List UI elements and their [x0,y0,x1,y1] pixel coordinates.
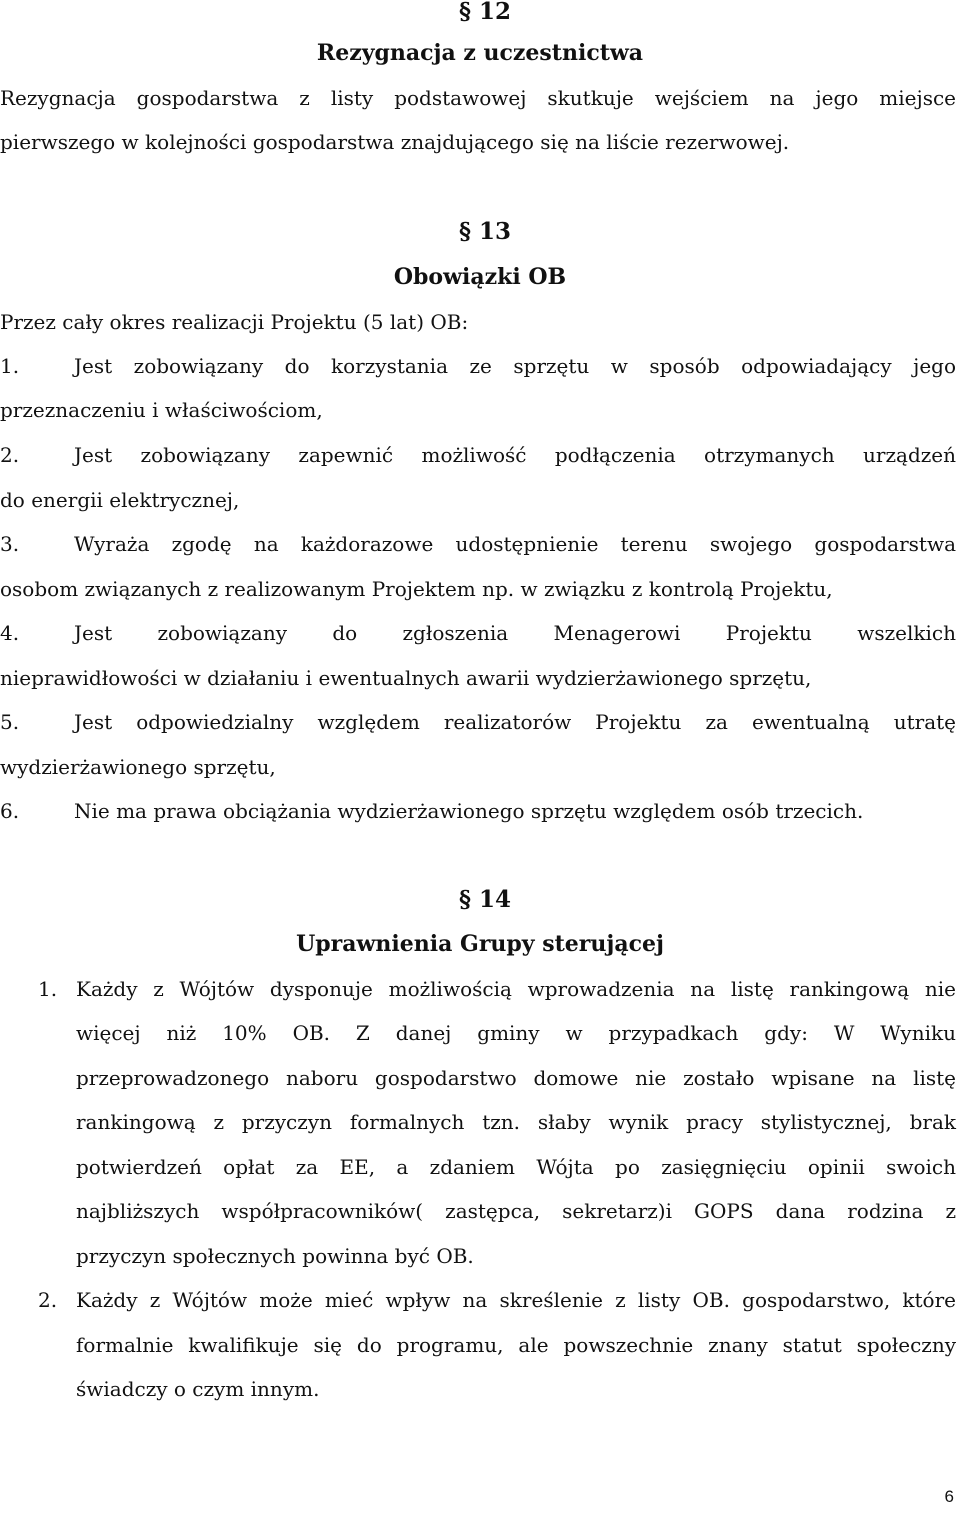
list-item-continuation: wydzierżawionego sprzętu, [0,755,276,779]
list-item-line: przeprowadzonego naboru gospodarstwo domowe nie zostało wpisane na listę [76,1066,956,1090]
section-12-title: Rezygnacja z uczestnictwa [316,40,644,66]
list-item-line: formalnie kwalifikuje się do programu, ale powszechnie znany statut społeczny [76,1333,956,1357]
list-item-text: Nie ma prawa obciążania wydzierżawionego sprzętu względem osób trzecich. [74,799,864,823]
list-item-number: 6. [0,799,20,823]
section-13-sign: § 13 [458,218,512,245]
section-12-sign: § 12 [458,0,512,25]
list-item-number: 2. [0,443,20,467]
list-item-number: 3. [0,532,20,556]
list-item-number: 1. [38,977,58,1001]
list-item-continuation: do energii elektrycznej, [0,488,240,512]
list-item-line: Każdy z Wójtów dysponuje możliwością wprowadzenia na listę rankingową nie [76,977,956,1001]
section-12-line-1: Rezygnacja gospodarstwa z listy podstawowej skutkuje wejściem na jego miejsce [0,86,956,110]
list-item-number: 5. [0,710,20,734]
section-14-sign: § 14 [458,886,512,913]
list-item-line: najbliższych współpracowników( zastępca, sekretarz)i GOPS dana rodzina z [76,1199,956,1223]
list-item-line: potwierdzeń opłat za EE, a zdaniem Wójta po zasięgnięciu opinii swoich [76,1155,956,1179]
section-13-title: Obowiązki OB [393,264,567,290]
list-item-line: więcej niż 10% OB. Z danej gminy w przypadkach gdy: W Wyniku [76,1021,956,1045]
list-item-text: Jest odpowiedzialny względem realizatorów Projektu za ewentualną utratę [74,710,956,734]
list-item-line: przyczyn społecznych powinna być OB. [76,1244,474,1268]
list-item-line: rankingową z przyczyn formalnych tzn. słaby wynik pracy stylistycznej, brak [76,1110,956,1134]
page-number: 6 [944,1487,954,1506]
list-item-text: Jest zobowiązany zapewnić możliwość podłączenia otrzymanych urządzeń [74,443,956,467]
section-12-line-2: pierwszego w kolejności gospodarstwa znajdującego się na liście rezerwowej. [0,130,790,154]
list-item-number: 1. [0,354,20,378]
list-item-line: Każdy z Wójtów może mieć wpływ na skreślenie z listy OB. gospodarstwo, które [76,1288,956,1312]
list-item-continuation: osobom związanych z realizowanym Projektem np. w związku z kontrolą Projektu, [0,577,833,601]
list-item-number: 2. [38,1288,58,1312]
list-item-continuation: nieprawidłowości w działaniu i ewentualnych awarii wydzierżawionego sprzętu, [0,666,812,690]
list-item-text: Wyraża zgodę na każdorazowe udostępnienie terenu swojego gospodarstwa [74,532,956,556]
list-item-number: 4. [0,621,20,645]
list-item-line: świadczy o czym innym. [76,1377,320,1401]
list-item-text: Jest zobowiązany do zgłoszenia Menagerowi Projektu wszelkich [74,621,956,645]
section-14-title: Uprawnienia Grupy sterującej [296,931,664,957]
section-13-intro: Przez cały okres realizacji Projektu (5 lat) OB: [0,310,469,334]
list-item-continuation: przeznaczeniu i właściwościom, [0,398,323,422]
list-item-text: Jest zobowiązany do korzystania ze sprzętu w sposób odpowiadający jego [74,354,956,378]
